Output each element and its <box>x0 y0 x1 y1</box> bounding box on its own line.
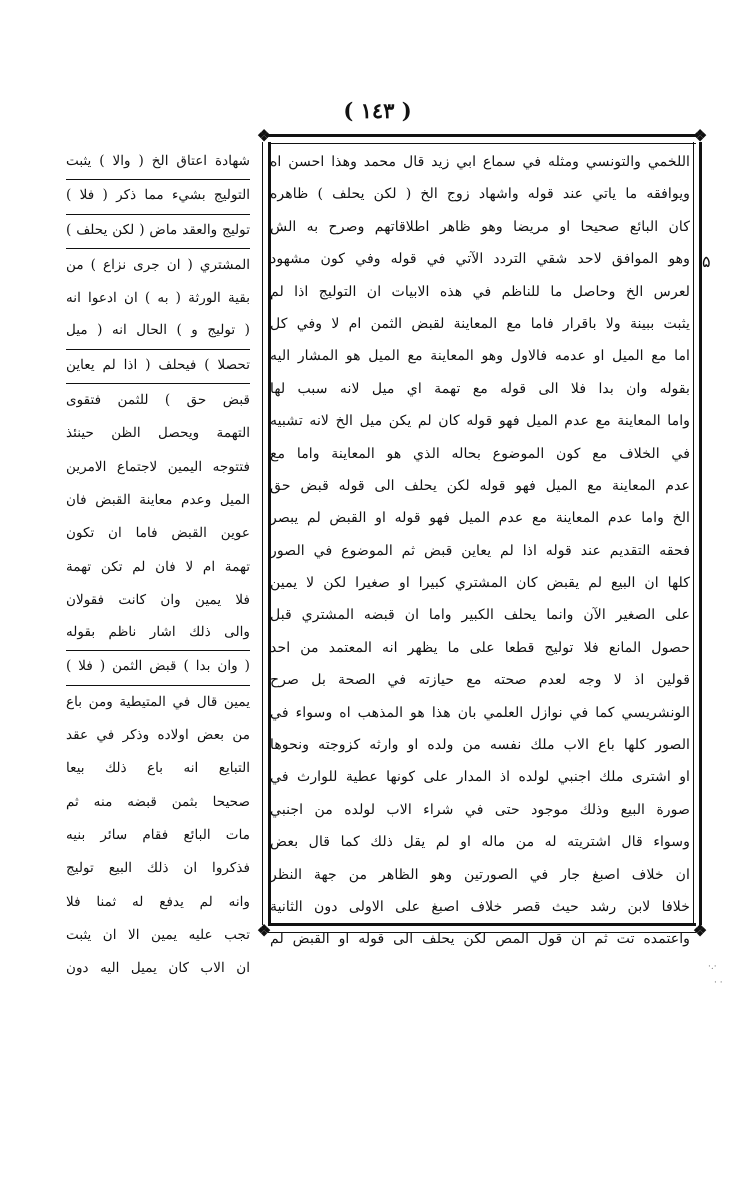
margin-text-line: شهادة اعتاق الخ ( والا ) يثبت <box>66 146 250 180</box>
main-text-line: صورة البيع وذلك موجود حتى في شراء الاب لولده من اجنبي <box>270 801 690 818</box>
main-text-line: كان البائع صحيحا او مريضا وهو ظاهر اطلاقاتهم وصرح به الش <box>270 218 690 235</box>
margin-text-line: تجب عليه يمين الا ان يثبت <box>66 926 250 943</box>
frame-corner-ornament-icon: ❖ <box>692 126 708 145</box>
main-text-line: عدم المعاينة مع الميل فهو قوله لكن يحلف الى قوله قبض حق <box>270 477 690 494</box>
main-text-line: يثبت ببينة ولا باقرار فاما مع المعاينة لقبض الثمن ام لا وفي كل <box>270 315 690 332</box>
margin-text-line: فتتوجه اليمين لاجتماع الامرين <box>66 458 250 475</box>
margin-commentary-text <box>66 146 250 985</box>
main-text-line: في الخلاف مع كون الموضوع بحاله الذي هو المعاينة واما مع <box>270 445 690 462</box>
margin-text-line: التهمة ويحصل الظن حينئذ <box>66 425 250 442</box>
margin-text-line: توليج والعقد ماض ( لكن يحلف ) <box>66 215 250 249</box>
margin-text-line: والى ذلك اشار ناظم بقوله <box>66 617 250 651</box>
margin-text-line: قبض حق ) للثمن فتقوى <box>66 392 250 409</box>
main-text-line: فحقه التقديم عند قوله اذا لم يعاين قبض ثم الموضوع في الصور <box>270 542 690 559</box>
main-text-line: قولين اذ لا وجه لعدم صحته مع حيازته في الصحة بل صرح <box>270 672 690 689</box>
margin-text-line: تحصلا ) فيحلف ( اذا لم يعاين <box>66 350 250 384</box>
main-text-line: ويوافقه ما ياتي عند قوله واشهاد زوج الخ ( لكن يحلف ) ظاهره <box>270 186 690 203</box>
main-text-line: واعتمده تت ثم ان قول المص لكن يحلف الى قوله او القبض لم <box>270 931 690 948</box>
margin-text-line: الميل وعدم معاينة القبض فان <box>66 491 250 508</box>
frame-corner-ornament-icon: ❖ <box>256 126 272 145</box>
margin-text-line: بقية الورثة ( به ) ان ادعوا انه <box>66 290 250 307</box>
main-text-line: بقوله وان بدا فلا الى قوله مع تهمة اي ميل لانه سبب لها <box>270 380 690 397</box>
margin-text-line: فلا يمين وان كانت فقولان <box>66 591 250 608</box>
margin-text-line: وانه لم يدفع له ثمنا فلا <box>66 893 250 910</box>
margin-text-line: التوليج بشيء مما ذكر ( فلا ) <box>66 180 250 214</box>
paper-speck: ·.· <box>708 962 717 972</box>
frame-right-border <box>693 142 702 925</box>
main-text-line: كلها ان البيع لم يقبض كان المشتري كبيرا او صغيرا لكن لا يمين <box>270 575 690 592</box>
margin-text-line: المشتري ( ان جرى نزاع ) من <box>66 256 250 273</box>
main-text-line: وهو الموافق لاحد شقي التردد الآتي في قوله وفي كون مشهود <box>270 251 690 268</box>
margin-text-line: ( توليج و ) الحال انه ( ميل <box>66 315 250 349</box>
margin-text-line: صحيحا بثمن قبضه منه ثم <box>66 793 250 810</box>
margin-text-line: يمين قال في المتيطية ومن باع <box>66 693 250 710</box>
main-text-line: الخ واما عدم المعاينة مع عدم الميل فهو قوله او القبض لم يبصر <box>270 510 690 527</box>
main-text-line: او اشترى ملك اجنبي لولده اذ المدار على كونها عطية للوارث في <box>270 769 690 786</box>
main-text-line: وسواء قال اشتريته له من ماله او لم يقل ذلك كما قال بعض <box>270 834 690 851</box>
frame-top-border <box>268 134 696 144</box>
main-text-line: ان خلاف اصبغ جار في الصورتين وهو الظاهر من جهة النظر <box>270 866 690 883</box>
main-text-line: اما مع الميل او عدمه فالاول وهو المعاينة مع الميل هو المشار اليه <box>270 348 690 365</box>
main-column-text <box>270 146 690 956</box>
main-text-line: حصول المانع فلا توليج قطعا على ما يظهر انه المعتمد من احد <box>270 639 690 656</box>
main-text-line: واما المعاينة مع عدم الميل فهو قوله كان لم يكن ميل الخ لانه تشبيه <box>270 413 690 430</box>
main-text-line: اللخمي والتونسي ومثله في سماع ابي زيد قال محمد وهذا احسن اه <box>270 154 690 170</box>
margin-text-line: عوين القبض فاما ان تكون <box>66 525 250 542</box>
frame-corner-ornament-icon: ❖ <box>256 921 272 940</box>
margin-text-line: من بعض اولاده وذكر في عقد <box>66 727 250 744</box>
margin-text-line: ان الاب كان يميل اليه دون <box>66 960 250 977</box>
marginal-mark: ۵ <box>702 252 711 271</box>
margin-text-line: مات البائع فقام سائر بنيه <box>66 826 250 843</box>
main-text-line: لعرس الخ وحاصل ما للناظم في هذه الابيات ان التوليج اذا لم <box>270 283 690 300</box>
main-text-line: الونشريسي كما في نوازل العلمي بان هذا هو المذهب اه وسواء في <box>270 704 690 721</box>
page-number: ( ١٤٣ ) <box>343 98 412 123</box>
frame-corner-ornament-icon: ❖ <box>692 921 708 940</box>
main-text-line: على الصغير الآن وانما يحلف الكبير واما ان قبضه المشتري قبل <box>270 607 690 624</box>
main-text-line: الصور كلها باع الاب ملك نفسه من ولده او وارثه كزوجته ونحوها <box>270 737 690 754</box>
margin-text-line: تهمة ام لا فان لم تكن تهمة <box>66 558 250 575</box>
paper-speck: · · <box>714 978 723 988</box>
margin-text-line: فذكروا ان ذلك البيع توليج <box>66 860 250 877</box>
margin-text-line: ( وان بدا ) قبض الثمن ( فلا ) <box>66 651 250 685</box>
margin-text-line: التبايع انه باع ذلك بيعا <box>66 760 250 777</box>
main-text-line: خلافا لابن رشد حيث قصر خلاف اصبغ على الاولى دون الثانية <box>270 898 690 915</box>
